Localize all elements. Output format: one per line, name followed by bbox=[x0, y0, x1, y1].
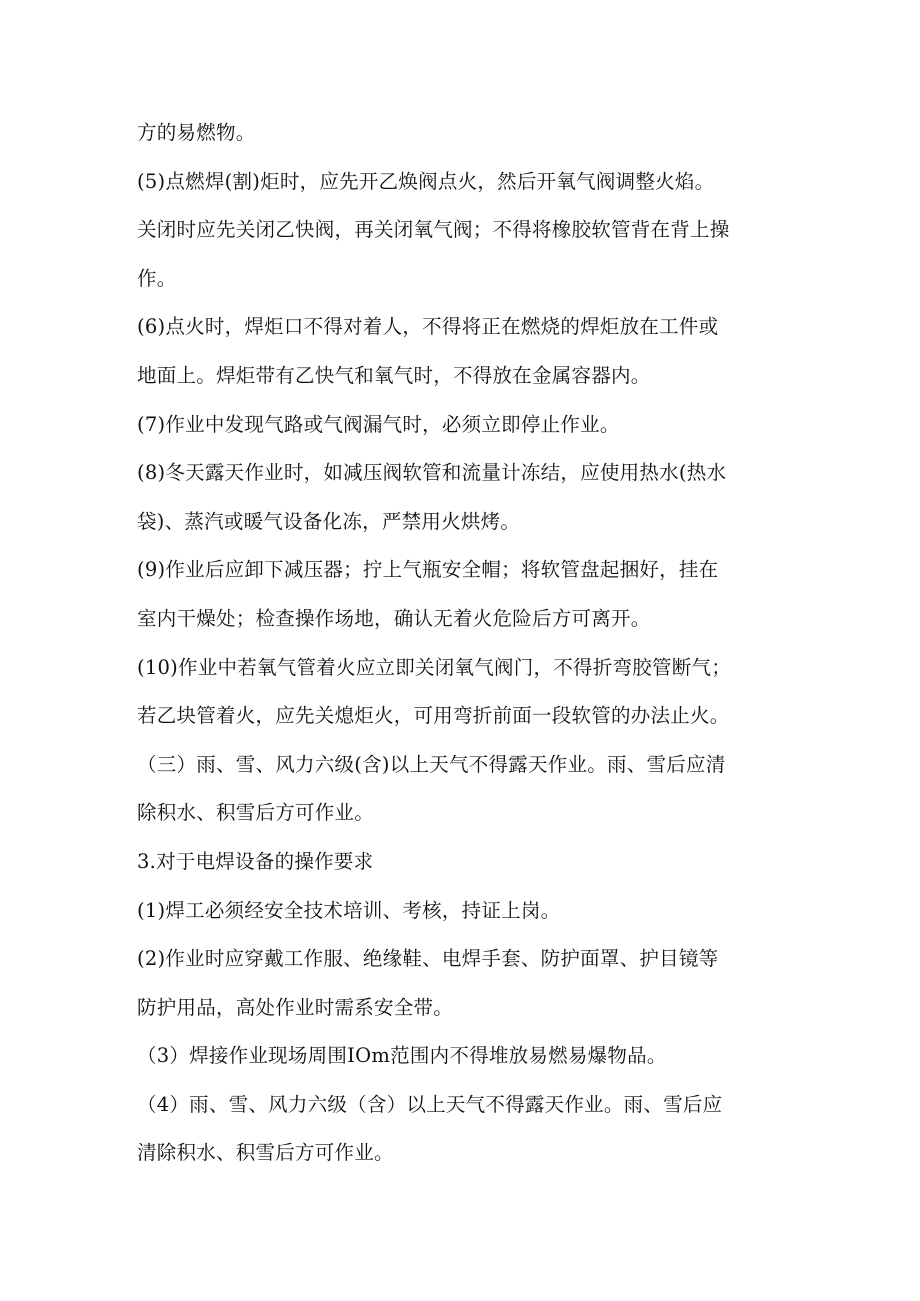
text-line: 室内干燥处；检查操作场地，确认无着火危险后方可离开。 bbox=[137, 606, 651, 630]
text-line: 除积水、积雪后方可作业。 bbox=[137, 801, 375, 825]
text-line: 关闭时应先关闭乙快阀，再关闭氧气阀；不得将橡胶软管背在背上操 bbox=[137, 218, 730, 242]
text-line: （4）雨、雪、风力六级（含）以上天气不得露天作业。雨、雪后应 bbox=[137, 1092, 723, 1116]
text-line: （三）雨、雪、风力六级(含)以上天气不得露天作业。雨、雪后应清 bbox=[137, 752, 726, 776]
text-line: (10)作业中若氧气管着火应立即关闭氧气阀门，不得折弯胶管断气； bbox=[137, 655, 732, 679]
text-line: 作。 bbox=[137, 266, 177, 290]
text-line: 防护用品，高处作业时需系安全带。 bbox=[137, 995, 454, 1019]
text-line: (5)点燃焊(割)炬时，应先开乙焕阀点火，然后开氧气阀调整火焰。 bbox=[137, 169, 715, 193]
text-line: (6)点火时，焊炬口不得对着人，不得将正在燃烧的焊炬放在工件或 bbox=[137, 315, 719, 339]
text-line: （3）焊接作业现场周围IOm范围内不得堆放易燃易爆物品。 bbox=[137, 1044, 667, 1068]
text-line: 若乙块管着火，应先关熄炬火，可用弯折前面一段软管的办法止火。 bbox=[137, 704, 730, 728]
text-line: 清除积水、积雪后方可作业。 bbox=[137, 1141, 394, 1165]
text-line: 地面上。焊炬带有乙快气和氧气时，不得放在金属容器内。 bbox=[137, 363, 651, 387]
document-body bbox=[137, 109, 787, 1178]
text-line: (1)焊工必须经安全技术培训、考核，持证上岗。 bbox=[137, 898, 561, 922]
text-line: (7)作业中发现气路或气阀漏气时，必须立即停止作业。 bbox=[137, 412, 620, 436]
text-line: 袋)、蒸汽或暖气设备化冻，严禁用火烘烤。 bbox=[137, 509, 521, 533]
text-line: (2)作业时应穿戴工作服、绝缘鞋、电焊手套、防护面罩、护目镜等 bbox=[137, 947, 719, 971]
text-line: (9)作业后应卸下减压器；拧上气瓶安全帽；将软管盘起捆好，挂在 bbox=[137, 558, 719, 582]
section-heading: 3.对于电焊设备的操作要求 bbox=[137, 849, 374, 873]
text-line: (8)冬天露天作业时，如减压阀软管和流量计冻结，应使用热水(热水 bbox=[137, 461, 727, 485]
text-line: 方的易燃物。 bbox=[137, 121, 256, 144]
